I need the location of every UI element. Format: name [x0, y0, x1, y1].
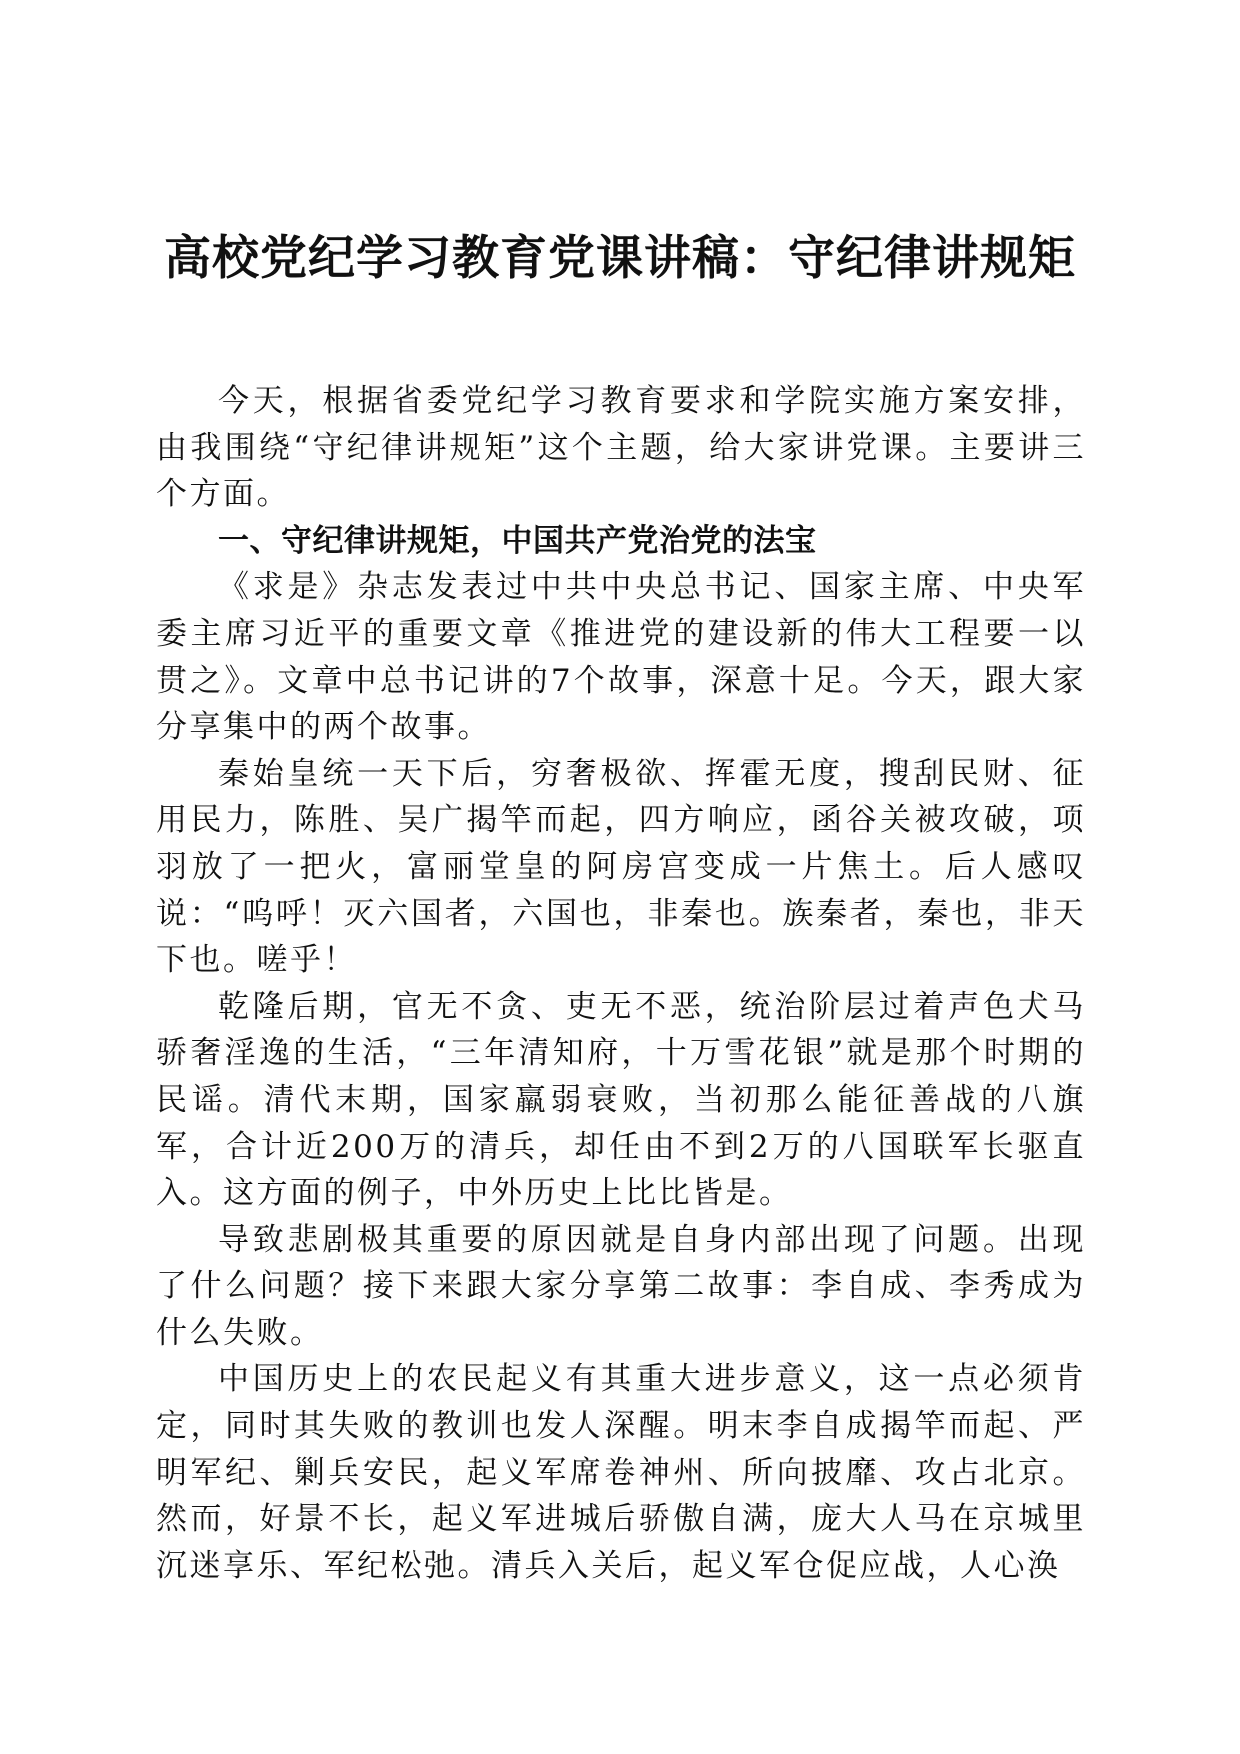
paragraph-qiushi: 《求是》杂志发表过中共中央总书记、国家主席、中央军委主席习近平的重要文章《推进党的建设新的伟大工程要一以贯之》。文章中总书记讲的7个故事，深意十足。今天，跟大家分享集中的两个故事。	[156, 569, 1086, 746]
paragraph-qianlong: 乾隆后期，官无不贪、吏无不恶，统治阶层过着声色犬马骄奢淫逸的生活，“三年清知府，十万雪花银”就是那个时期的民谣。清代末期，国家羸弱衰败，当初那么能征善战的八旗军，合计近200万的清兵，却任由不到2万的八国联军长驱直入。这方面的例子，中外历史上比比皆是。	[156, 988, 1086, 1212]
paragraph-internal-problems: 导致悲剧极其重要的原因就是自身内部出现了问题。出现了什么问题？接下来跟大家分享第二故事：李自成、李秀成为什么失败。	[156, 1221, 1086, 1351]
paragraph-peasant-uprising: 中国历史上的农民起义有其重大进步意义，这一点必须肯定，同时其失败的教训也发人深醒。明末李自成揭竿而起、严明军纪、剿兵安民，起义军席卷神州、所向披靡、攻占北京。然而，好景不长，起义军进城后骄傲自满，庞大人马在京城里沉迷享乐、军纪松弛。清兵入关后，起义军仓促应战，人心涣	[156, 1361, 1086, 1584]
paragraph-qin-dynasty: 秦始皇统一天下后，穷奢极欲、挥霍无度，搜刮民财、征用民力，陈胜、吴广揭竿而起，四方响应，函谷关被攻破，项羽放了一把火，富丽堂皇的阿房宫变成一片焦土。后人感叹说：“呜呼！灭六国者，六国也，非秦也。族秦者，秦也，非天下也。嗟乎！	[156, 755, 1086, 979]
section-heading-1: 一、守纪律讲规矩，中国共产党治党的法宝	[218, 522, 817, 559]
document-title: 高校党纪学习教育党课讲稿：守纪律讲规矩	[164, 231, 1076, 286]
document-body	[156, 378, 1086, 1589]
paragraph-intro: 今天，根据省委党纪学习教育要求和学院实施方案安排，由我围绕“守纪律讲规矩”这个主题，给大家讲党课。主要讲三个方面。	[156, 383, 1086, 513]
